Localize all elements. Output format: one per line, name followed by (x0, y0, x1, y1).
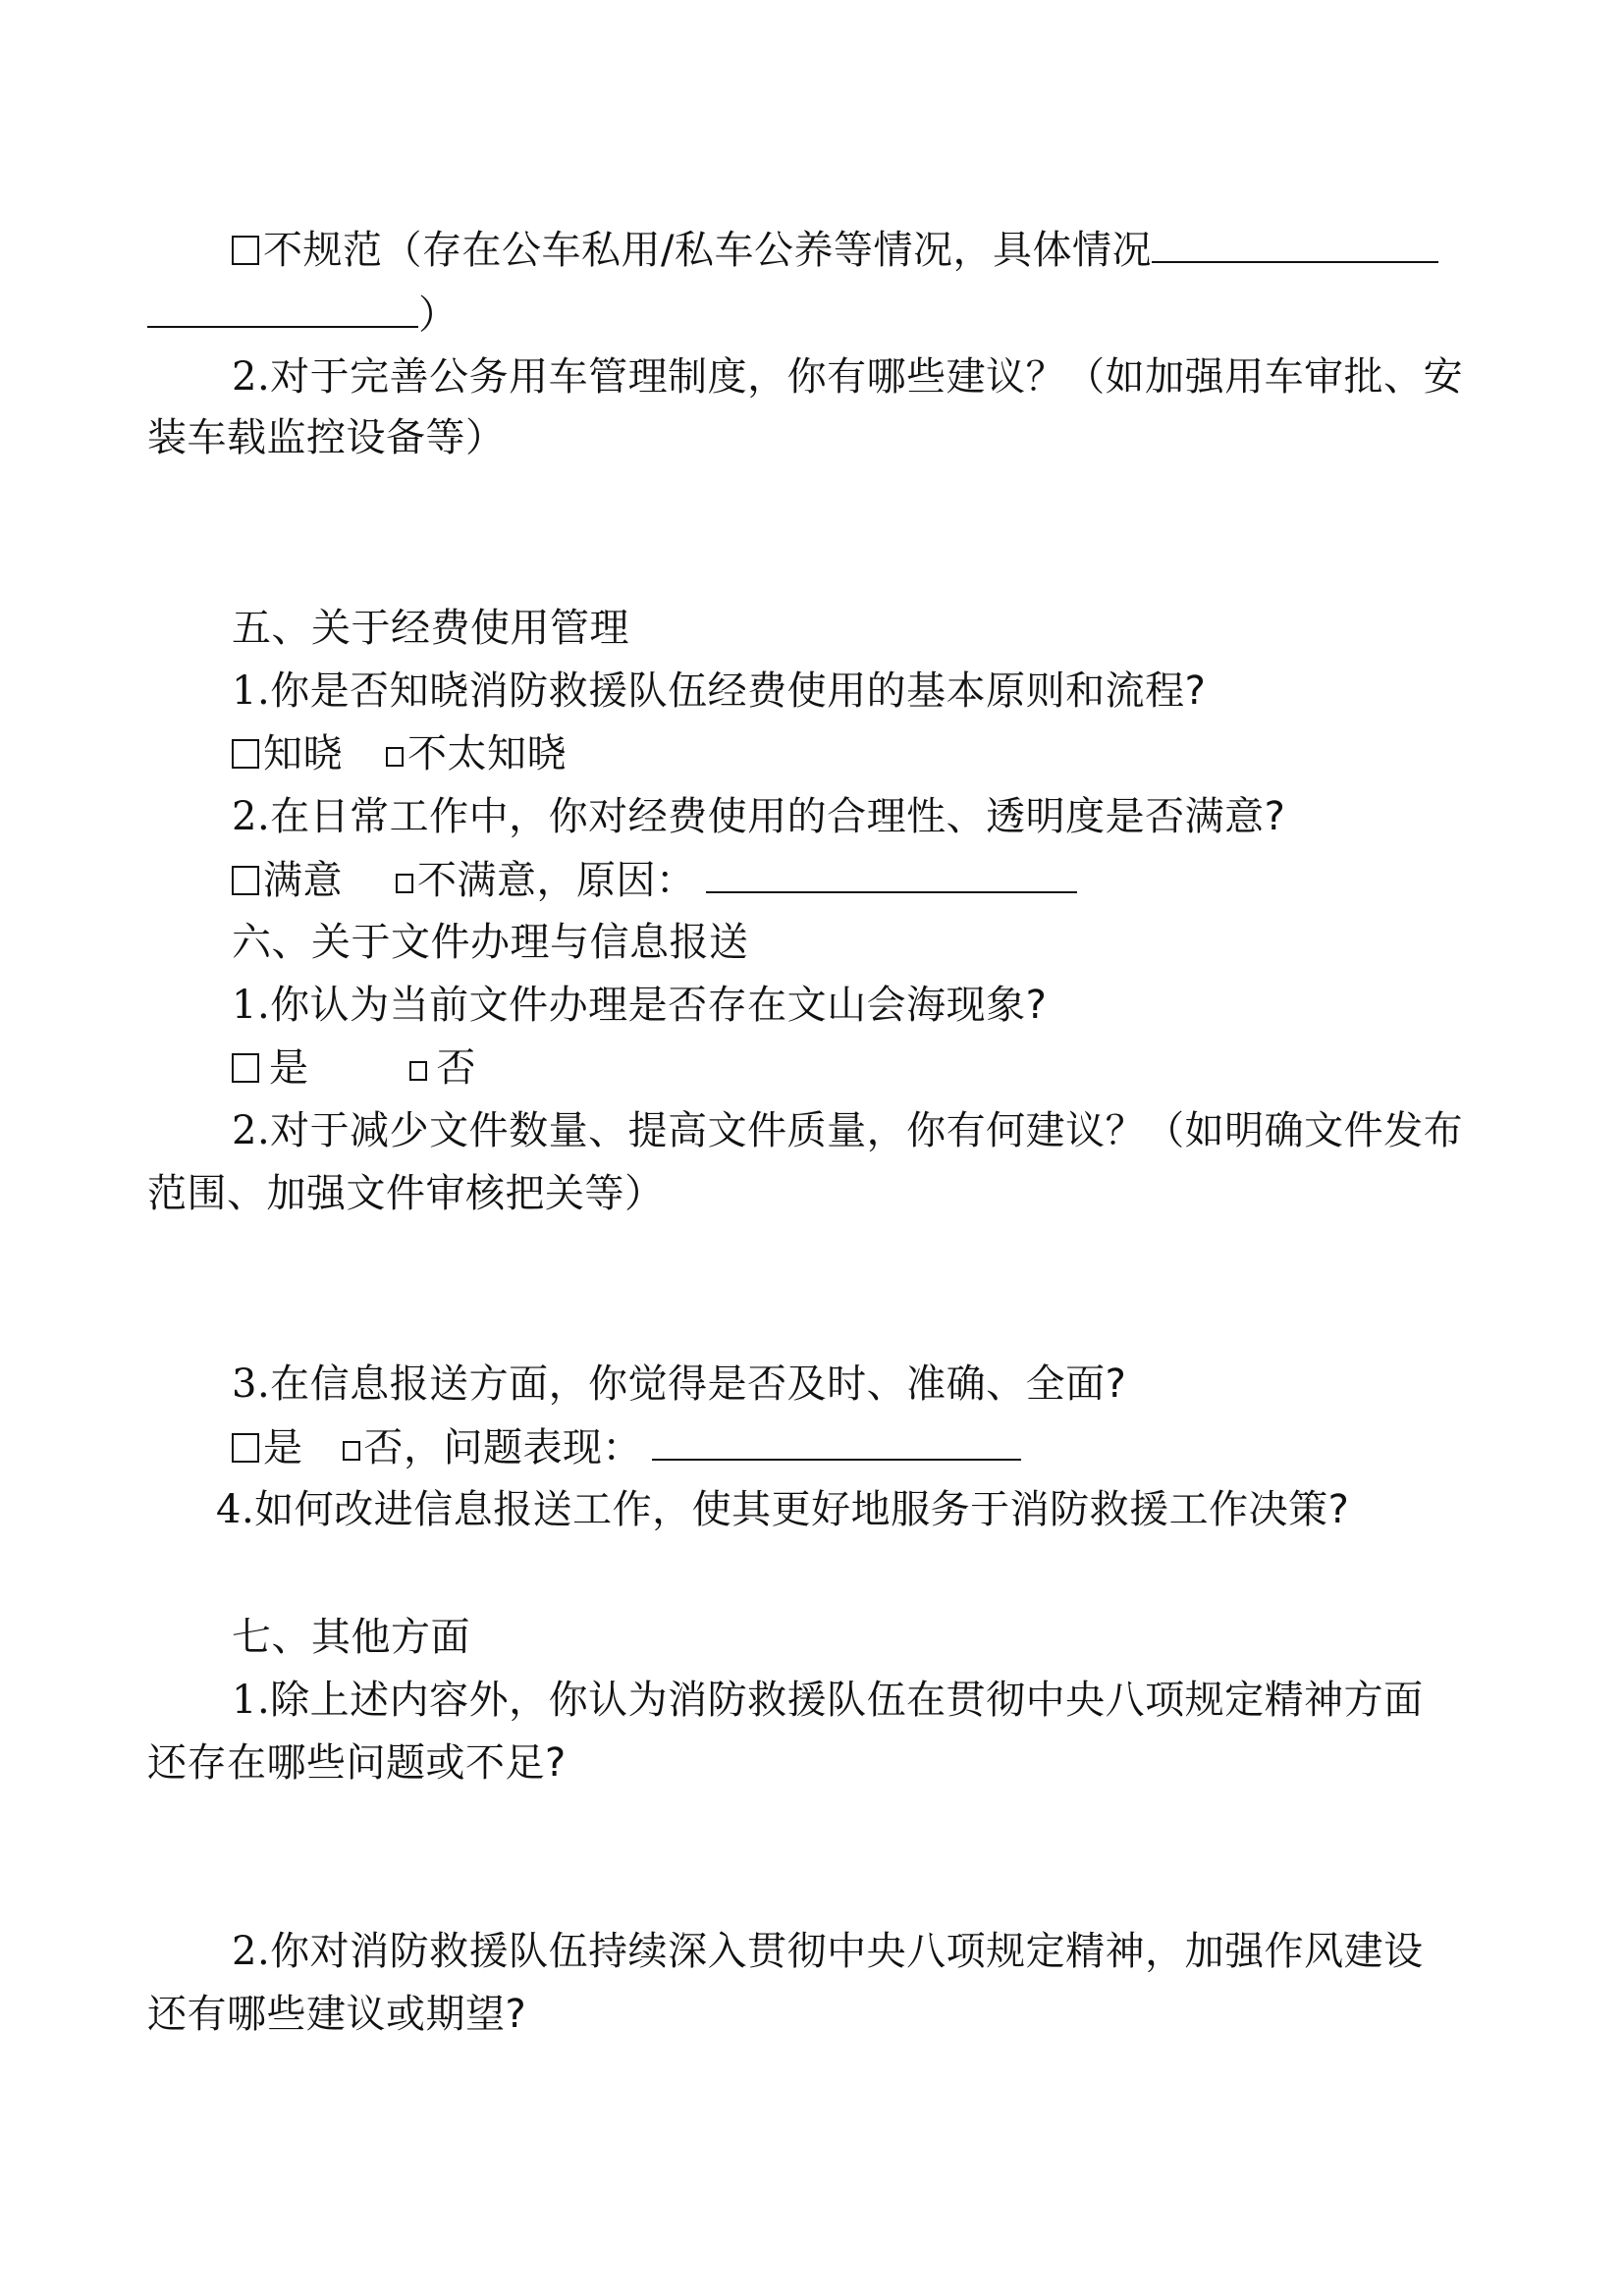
car-question-2-cont: 装车载监控设备等） (147, 415, 506, 460)
checkbox-timely-no[interactable] (343, 1441, 360, 1461)
section-heading-documents: 六、关于文件办理与信息报送 (232, 920, 749, 965)
funds-question-1-options: 知晓 不太知晓 (232, 728, 567, 779)
documents-question-3-options: 是 否，问题表现： (232, 1421, 1021, 1473)
checkbox-satisfied[interactable] (232, 866, 259, 895)
documents-question-3: 3.在信息报送方面，你觉得是否及时、准确、全面? (232, 1362, 1127, 1407)
other-question-1: 1.除上述内容外，你认为消防救援队伍在贯彻中央八项规定精神方面 (232, 1678, 1424, 1723)
documents-question-1: 1.你认为当前文件办理是否存在文山会海现象? (232, 983, 1048, 1028)
documents-question-1-options: 是 否 (232, 1042, 476, 1094)
other-question-2: 2.你对消防救援队伍持续深入贯彻中央八项规定精神，加强作风建设 (232, 1929, 1424, 1974)
fill-blank-details[interactable] (1152, 224, 1438, 263)
checkbox-unsatisfied[interactable] (396, 874, 413, 893)
car-question-2: 2.对于完善公务用车管理制度，你有哪些建议？（如加强用车审批、安 (232, 354, 1464, 400)
other-question-2-cont: 还有哪些建议或期望? (147, 1992, 527, 2037)
funds-question-2: 2.在日常工作中，你对经费使用的合理性、透明度是否满意? (232, 794, 1286, 839)
option-irregular-cont: ） (147, 289, 459, 341)
documents-question-2-cont: 范围、加强文件审核把关等） (147, 1171, 665, 1216)
checkbox-no[interactable] (409, 1061, 427, 1081)
checkbox-timely-yes[interactable] (232, 1433, 259, 1463)
other-question-1-cont: 还存在哪些问题或不足? (147, 1740, 567, 1786)
fill-blank-details-cont[interactable] (147, 289, 418, 328)
checkbox-aware[interactable] (232, 739, 259, 769)
section-heading-funds: 五、关于经费使用管理 (232, 606, 629, 651)
funds-question-1: 1.你是否知晓消防救援队伍经费使用的基本原则和流程? (232, 668, 1207, 714)
checkbox-not-aware[interactable] (386, 747, 404, 767)
checkbox-yes[interactable] (232, 1053, 259, 1083)
fill-blank-reason[interactable] (706, 854, 1077, 893)
option-irregular: 不规范（存在公车私用/私车公养等情况，具体情况 (232, 224, 1438, 276)
documents-question-4: 4.如何改进信息报送工作，使其更好地服务于消防救援工作决策? (216, 1487, 1350, 1532)
funds-question-2-options: 满意 不满意，原因： (232, 854, 1077, 906)
documents-question-2: 2.对于减少文件数量、提高文件质量，你有何建议？（如明确文件发布 (232, 1108, 1464, 1153)
checkbox-irregular[interactable] (232, 236, 259, 265)
fill-blank-problems[interactable] (652, 1421, 1021, 1461)
section-heading-other: 七、其他方面 (232, 1615, 470, 1660)
